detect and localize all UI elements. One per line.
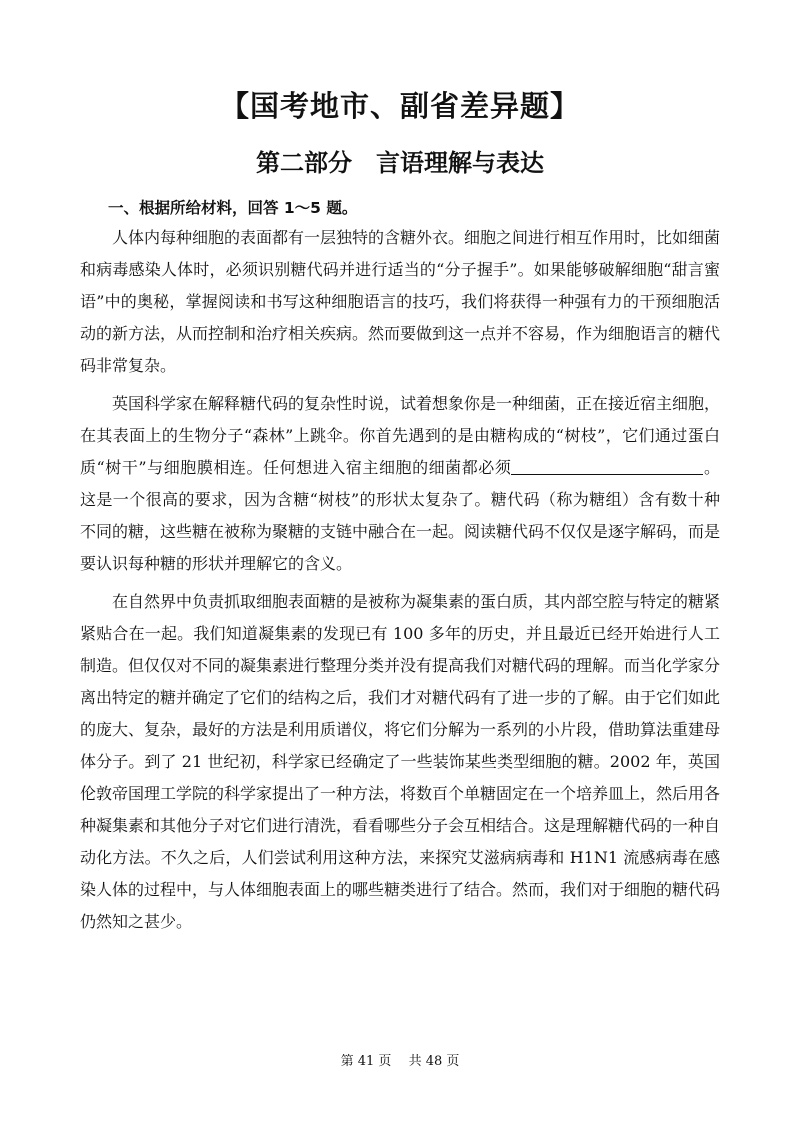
paragraph-3: 在自然界中负责抓取细胞表面糖的是被称为凝集素的蛋白质，其内部空腔与特定的糖紧紧贴合在一起。我们知道凝集素的发现已有 100 多年的历史，并且最近已经开始进行人工制造。但仅仅对不同的凝集素进行整理分类并没有提高我们对糖代码的理解。而当化学家分离出特定的糖并确定了它们的结构之后，我们才对糖代码有了进一步的了解。由于它们如此的庞大、复杂，最好的方法是利用质谱仪，将它们分解为一系列的小片段，借助算法重建母体分子。到了 21 世纪初，科学家已经确定了一些装饰某些类型细胞的糖。2002 年，英国伦敦帝国理工学院的科学家提出了一种方法，将数百个单糖固定在一个培养皿上，然后用各种凝集素和其他分子对它们进行清洗，看看哪些分子会互相结合。这是理解糖代码的一种自动化方法。不久之后，人们尝试利用这种方法，来探究艾滋病病毒和 H1N1 流感病毒在感染人体的过程中，与人体细胞表面上的哪些糖类进行了结合。然而，我们对于细胞的糖代码仍然知之甚少。 bbox=[80, 592, 721, 931]
question-heading: 一、根据所给材料，回答 1～5 题。 bbox=[108, 199, 358, 217]
paragraph-2 bbox=[80, 388, 720, 580]
section-title: 第二部分 言语理解与表达 bbox=[256, 149, 544, 177]
page-footer: 第 41 页 共 48 页 bbox=[340, 1054, 460, 1069]
paragraph-2-part-2: 。这是一个很高的要求，因为含糖“树枝”的形状太复杂了。糖代码（称为糖组）含有数十种不同的糖，这些糖在被称为聚糖的支链中融合在一起。阅读糖代码不仅仅是逐字解码，而是要认识每种糖的形状并理解它的含义。 bbox=[80, 458, 721, 573]
fill-in-blank[interactable] bbox=[511, 458, 703, 475]
paragraph-2-part-1: 英国科学家在解释糖代码的复杂性时说，试着想象你是一种细菌，正在接近宿主细胞，在其表面上的生物分子“森林”上跳伞。你首先遇到的是由糖构成的“树枝”，它们通过蛋白质“树干”与细胞膜相连。任何想进入宿主细胞的细菌都必须 bbox=[80, 394, 721, 477]
paragraph-1: 人体内每种细胞的表面都有一层独特的含糖外衣。细胞之间进行相互作用时，比如细菌和病毒感染人体时，必须识别糖代码并进行适当的“分子握手”。如果能够破解细胞“甜言蜜语”中的奥秘，掌握阅读和书写这种细胞语言的技巧，我们将获得一种强有力的干预细胞活动的新方法，从而控制和治疗相关疾病。然而要做到这一点并不容易，作为细胞语言的糖代码非常复杂。 bbox=[80, 228, 721, 375]
passage bbox=[80, 222, 720, 944]
main-title: 【国考地市、副省差异题】 bbox=[219, 89, 580, 123]
